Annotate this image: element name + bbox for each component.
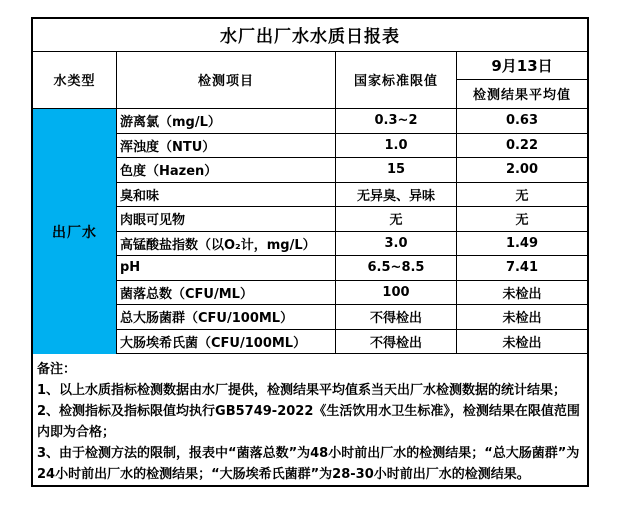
header-standard-limit: 国家标准限值 [336, 52, 457, 108]
result-cell: 未检出 [502, 286, 542, 302]
table-row [117, 134, 587, 159]
standard-limit-cell: 0.3~2 [336, 109, 457, 133]
standard-limit-cell: 无异臭、异味 [336, 183, 457, 207]
table-header-row [33, 52, 587, 109]
standard-limit-cell: 6.5~8.5 [336, 256, 457, 280]
header-water-type: 水类型 [33, 52, 117, 108]
notes-section [33, 354, 587, 485]
test-item-cell: 大肠埃希氏菌（CFU/100ML） [117, 330, 336, 354]
note-line: 2、检测指标及指标限值均执行GB5749-2022《生活饮用水卫生标准》，检测结果在限值范围内即为合格； [37, 404, 580, 440]
standard-limit-cell: 不得检出 [336, 305, 457, 329]
result-cell: 未检出 [502, 335, 542, 351]
note-line: 3、由于检测方法的限制，报表中“菌落总数”为48小时前出厂水的检测结果；“总大肠菌群”为24小时前出厂水的检测结果；“大肠埃希氏菌群”为28-30小时前出厂水的检测结果。 [37, 446, 580, 482]
result-cell: 7.41 [505, 260, 539, 276]
header-date-group [457, 52, 587, 108]
result-cell: 无 [515, 213, 529, 229]
result-cell: 无 [515, 188, 529, 204]
table-row [117, 256, 587, 281]
table-row [117, 109, 587, 134]
result-cell: 1.49 [505, 235, 539, 251]
table-row [117, 232, 587, 257]
note-line: 1、以上水质指标检测数据由水厂提供，检测结果平均值系当天出厂水检测数据的统计结果； [37, 383, 567, 398]
result-cell: 2.00 [505, 162, 539, 178]
standard-limit-cell: 无 [336, 207, 457, 231]
test-item-cell: pH [117, 256, 336, 280]
water-quality-report-table [31, 17, 589, 487]
standard-limit-cell: 100 [336, 281, 457, 305]
table-row [117, 281, 587, 306]
result-cell: 未检出 [502, 311, 542, 327]
header-date: 9月13日 [457, 52, 587, 80]
table-row [117, 158, 587, 183]
table-row [117, 207, 587, 232]
standard-limit-cell: 15 [336, 158, 457, 182]
table-row [117, 183, 587, 208]
test-item-cell: 高锰酸盐指数（以O₂计，mg/L） [117, 232, 336, 256]
test-item-cell: 浑浊度（NTU） [117, 134, 336, 158]
test-item-cell: 色度（Hazen） [117, 158, 336, 182]
header-test-item: 检测项目 [117, 52, 336, 108]
standard-limit-cell: 3.0 [336, 232, 457, 256]
data-rows [117, 109, 587, 354]
result-cell: 0.22 [505, 137, 539, 153]
test-item-cell: 总大肠菌群（CFU/100ML） [117, 305, 336, 329]
test-item-cell: 游离氯（mg/L） [117, 109, 336, 133]
header-avg-result: 检测结果平均值 [472, 88, 571, 104]
test-item-cell: 肉眼可见物 [117, 207, 336, 231]
table-row [117, 330, 587, 355]
notes-label: 备注： [37, 362, 77, 377]
test-item-cell: 臭和味 [117, 183, 336, 207]
test-item-cell: 菌落总数（CFU/ML） [117, 281, 336, 305]
result-cell: 0.63 [505, 113, 539, 129]
standard-limit-cell: 不得检出 [336, 330, 457, 354]
report-title: 水厂出厂水水质日报表 [33, 19, 587, 52]
standard-limit-cell: 1.0 [336, 134, 457, 158]
water-type-cell: 出厂水 [33, 109, 117, 354]
table-body [33, 109, 587, 354]
table-row [117, 305, 587, 330]
